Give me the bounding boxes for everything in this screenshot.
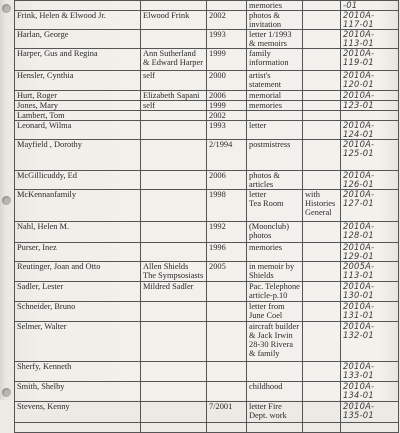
accession-cell-line: 2010A- [343, 120, 375, 130]
note-cell [303, 262, 341, 282]
description-cell-line: childhood [249, 382, 283, 391]
description-cell [247, 322, 303, 362]
accession-cell [341, 302, 399, 322]
name-cell-line: Hensler, Cynthia [17, 71, 74, 80]
description-cell-line: & family [249, 349, 280, 358]
description-cell [247, 49, 303, 71]
contributor-cell [141, 49, 207, 71]
table-row [15, 362, 399, 382]
date-cell [207, 402, 247, 423]
contributor-cell [141, 190, 207, 222]
accession-cell-line: 133-01 [343, 370, 374, 380]
accession-cell-line: 2010A- [343, 70, 375, 80]
accession-cell [341, 262, 399, 282]
accession-cell [341, 49, 399, 71]
contributor-cell [141, 262, 207, 282]
description-cell-line: memories [249, 101, 283, 110]
description-cell-line: letter Fire [249, 402, 282, 411]
date-cell [207, 1, 247, 11]
accession-cell [341, 322, 399, 362]
description-cell [247, 101, 303, 111]
accession-cell [341, 91, 399, 101]
table-row [15, 121, 399, 140]
name-cell [15, 30, 141, 49]
accession-cell [341, 11, 399, 30]
accession-cell-line: 2010A- [343, 281, 375, 291]
name-cell-line: Mayfield , Dorothy [17, 140, 82, 149]
description-cell [247, 11, 303, 30]
description-cell-line: postmistress [249, 140, 291, 149]
accession-cell [341, 282, 399, 302]
contributor-cell-line: self [143, 71, 156, 80]
description-cell [247, 382, 303, 402]
accession-cell [341, 1, 399, 11]
contributor-cell [141, 302, 207, 322]
description-cell [247, 91, 303, 101]
table-row [15, 91, 399, 101]
name-cell-line: Sadler, Lester [17, 282, 64, 291]
name-cell-line: Harlan, George [17, 30, 69, 39]
date-cell [207, 71, 247, 91]
date-cell-line: 1992 [209, 222, 226, 231]
accession-cell [341, 362, 399, 382]
name-cell-line: Smith, Shelby [17, 382, 65, 391]
note-cell-line: Histories [305, 199, 336, 208]
binder-hole [2, 4, 11, 13]
contributor-cell-line: Elwood Frink [143, 11, 190, 20]
name-cell-line: McGillicuddy, Ed [17, 171, 77, 180]
date-cell [207, 121, 247, 140]
note-cell-line: with [305, 190, 320, 199]
date-cell-line: 2002 [209, 11, 226, 20]
date-cell [207, 11, 247, 30]
accession-cell-line: 2010A- [343, 401, 375, 411]
name-cell [15, 402, 141, 423]
contributor-cell [141, 423, 207, 433]
date-cell [207, 362, 247, 382]
description-cell-line: statement [249, 80, 282, 89]
accession-cell-line: 132-01 [343, 330, 374, 340]
note-cell [303, 121, 341, 140]
description-cell [247, 111, 303, 121]
name-cell [15, 222, 141, 243]
name-cell [15, 1, 141, 11]
table-row [15, 302, 399, 322]
date-cell-line: 1996 [209, 243, 226, 252]
accession-cell [341, 111, 399, 121]
contributor-cell [141, 91, 207, 101]
description-cell [247, 402, 303, 423]
description-cell [247, 30, 303, 49]
contributor-cell [141, 171, 207, 190]
note-cell [303, 302, 341, 322]
table-row [15, 322, 399, 362]
contributor-cell-line: Ann Sutherland [143, 49, 196, 58]
description-cell-line: photos [249, 231, 272, 240]
contributor-cell [141, 11, 207, 30]
description-cell [247, 1, 303, 11]
table-row [15, 101, 399, 111]
description-cell-line: memories [249, 1, 283, 10]
name-cell [15, 121, 141, 140]
date-cell [207, 30, 247, 49]
accession-cell [341, 382, 399, 402]
accession-cell-line: 120-01 [343, 79, 374, 89]
donor-table [14, 0, 399, 433]
note-cell [303, 30, 341, 49]
accession-cell-line: 2010A- [343, 29, 375, 39]
contributor-cell [141, 121, 207, 140]
contributor-cell [141, 362, 207, 382]
accession-cell [341, 30, 399, 49]
accession-cell [341, 243, 399, 262]
accession-cell-line: 2010A- [343, 48, 375, 58]
name-cell-line: Hurt, Roger [17, 91, 58, 100]
contributor-cell [141, 402, 207, 423]
description-cell-line: aircraft builder [249, 322, 299, 331]
accession-cell-line: 134-01 [343, 390, 374, 400]
contributor-cell-line: self [143, 101, 156, 110]
description-cell-line: artist's [249, 71, 271, 80]
contributor-cell [141, 322, 207, 362]
table-row [15, 11, 399, 30]
name-cell [15, 11, 141, 30]
description-cell-line: letter 1/1993 [249, 30, 292, 39]
accession-cell-line: 2010A- [343, 301, 375, 311]
name-cell [15, 262, 141, 282]
description-cell-line: Dept. work [249, 411, 287, 420]
table-body [15, 1, 399, 433]
accession-cell-line: 2010A- [343, 90, 375, 100]
accession-cell-line: 2005A- [343, 261, 375, 271]
binder-hole [2, 196, 11, 205]
table-row [15, 282, 399, 302]
name-cell [15, 111, 141, 121]
description-cell-line: letter from [249, 302, 285, 311]
description-cell-line: letter [249, 190, 267, 199]
accession-cell-line: 131-01 [343, 310, 374, 320]
note-cell [303, 101, 341, 111]
note-cell [303, 423, 341, 433]
date-cell [207, 322, 247, 362]
date-cell-line: 1993 [209, 30, 226, 39]
name-cell-line: Lambert, Tom [17, 111, 65, 120]
description-cell [247, 262, 303, 282]
description-cell-line: in memoir by [249, 262, 295, 271]
table-row [15, 402, 399, 423]
accession-cell-line: 2010A- [343, 10, 375, 20]
table-row [15, 222, 399, 243]
description-cell [247, 362, 303, 382]
name-cell [15, 101, 141, 111]
name-cell [15, 423, 141, 433]
date-cell [207, 111, 247, 121]
name-cell-line: Purser, Inez [17, 243, 57, 252]
table-row [15, 140, 399, 171]
description-cell [247, 222, 303, 243]
description-cell-line: Shields [249, 271, 274, 280]
note-cell [303, 243, 341, 262]
name-cell [15, 140, 141, 171]
description-cell [247, 282, 303, 302]
description-cell [247, 71, 303, 91]
date-cell-line: 2002 [209, 111, 226, 120]
date-cell [207, 382, 247, 402]
table-row [15, 171, 399, 190]
note-cell [303, 362, 341, 382]
date-cell-line: 2000 [209, 71, 226, 80]
description-cell-line: & memoirs [249, 39, 287, 48]
description-cell-line: invitation [249, 20, 282, 29]
name-cell [15, 171, 141, 190]
name-cell-line: Nahl, Helen M. [17, 222, 70, 231]
description-cell-line: 28-30 Rivera [249, 340, 293, 349]
note-cell [303, 402, 341, 423]
table-row [15, 30, 399, 49]
contributor-cell [141, 222, 207, 243]
date-cell [207, 243, 247, 262]
description-cell-line: & Jack Irwin [249, 331, 293, 340]
date-cell-line: 1999 [209, 49, 226, 58]
name-cell [15, 190, 141, 222]
note-cell [303, 322, 341, 362]
contributor-cell-line: Elizabeth Sapani [143, 91, 200, 100]
accession-cell-line: 2010A- [343, 221, 375, 231]
note-cell [303, 111, 341, 121]
name-cell [15, 282, 141, 302]
date-cell [207, 423, 247, 433]
contributor-cell [141, 111, 207, 121]
table-row [15, 111, 399, 121]
date-cell [207, 190, 247, 222]
accession-cell-line: 2010A- [343, 321, 375, 331]
description-cell [247, 423, 303, 433]
contributor-cell [141, 30, 207, 49]
date-cell [207, 262, 247, 282]
accession-cell-line: 135-01 [343, 410, 374, 420]
table-row [15, 243, 399, 262]
name-cell [15, 382, 141, 402]
description-cell-line: Tea Room [249, 199, 284, 208]
accession-cell-line: 128-01 [343, 230, 374, 240]
name-cell-line: Leonard, Wilma [17, 121, 72, 130]
date-cell-line: 1998 [209, 190, 226, 199]
name-cell-line: Sherfy, Kenneth [17, 362, 72, 371]
accession-cell-line: 125-01 [343, 148, 374, 158]
contributor-cell-line: Allen Shields [143, 262, 189, 271]
name-cell [15, 91, 141, 101]
table-row [15, 262, 399, 282]
accession-cell-line: 2010A- [343, 189, 375, 199]
note-cell [303, 140, 341, 171]
date-cell [207, 101, 247, 111]
note-cell [303, 382, 341, 402]
binder-hole [2, 388, 11, 397]
table-row [15, 1, 399, 11]
date-cell-line: 2006 [209, 91, 226, 100]
accession-cell-line: 2010A- [343, 242, 375, 252]
contributor-cell [141, 1, 207, 11]
description-cell [247, 140, 303, 171]
accession-cell-line: -01 [343, 0, 358, 10]
contributor-cell-line: Mildred Sadler [143, 282, 194, 291]
description-cell-line: June Coel [249, 311, 283, 320]
table-row [15, 382, 399, 402]
accession-cell-line: 113-01 [343, 38, 374, 48]
description-cell [247, 190, 303, 222]
note-cell [303, 1, 341, 11]
table-row [15, 190, 399, 222]
name-cell-line: Selmer, Walter [17, 322, 67, 331]
accession-cell-line: 2010A- [343, 139, 375, 149]
accession-cell-line: 127-01 [343, 198, 374, 208]
accession-cell-line: 123-01 [343, 100, 374, 110]
contributor-cell [141, 243, 207, 262]
accession-cell [341, 140, 399, 171]
date-cell-line: 1993 [209, 121, 226, 130]
contributor-cell [141, 282, 207, 302]
accession-cell-line: 126-01 [343, 179, 374, 189]
accession-cell-line: 119-01 [343, 57, 374, 67]
description-cell-line: letter [249, 121, 267, 130]
table-row [15, 49, 399, 71]
accession-cell-line: 113-01 [343, 270, 374, 280]
name-cell-line: Jones, Mary [17, 101, 58, 110]
name-cell-line: Reutinger, Joan and Otto [17, 262, 101, 271]
description-cell-line: articles [249, 180, 274, 189]
date-cell-line: 2006 [209, 171, 226, 180]
note-cell [303, 11, 341, 30]
accession-cell [341, 121, 399, 140]
date-cell [207, 282, 247, 302]
note-cell [303, 171, 341, 190]
date-cell [207, 140, 247, 171]
name-cell-line: Harper, Gus and Regina [17, 49, 98, 58]
name-cell [15, 243, 141, 262]
accession-cell [341, 402, 399, 423]
description-cell [247, 121, 303, 140]
contributor-cell [141, 140, 207, 171]
accession-cell [341, 101, 399, 111]
accession-cell-line: 2010A- [343, 381, 375, 391]
description-cell-line: Pac. Telephone [249, 282, 300, 291]
accession-cell [341, 190, 399, 222]
accession-cell [341, 423, 399, 433]
description-cell-line: photos & [249, 171, 280, 180]
date-cell [207, 171, 247, 190]
name-cell [15, 302, 141, 322]
description-cell [247, 302, 303, 322]
date-cell [207, 302, 247, 322]
name-cell [15, 362, 141, 382]
description-cell-line: memorial [249, 91, 282, 100]
date-cell [207, 49, 247, 71]
date-cell-line: 2005 [209, 262, 226, 271]
table-row [15, 71, 399, 91]
name-cell [15, 71, 141, 91]
date-cell-line: 2/1994 [209, 140, 233, 149]
name-cell [15, 322, 141, 362]
accession-cell-line: 2010A- [343, 170, 375, 180]
note-cell [303, 222, 341, 243]
description-cell [247, 171, 303, 190]
description-cell-line: (Moonclub) [249, 222, 290, 231]
contributor-cell [141, 101, 207, 111]
date-cell-line: 1999 [209, 101, 226, 110]
name-cell-line: McKennanfamily [17, 190, 77, 199]
contributor-cell-line: & Edward Harper [143, 58, 203, 67]
name-cell-line: Frink, Helen & Elwood Jr. [17, 11, 106, 20]
accession-cell-line: 117-01 [343, 19, 374, 29]
name-cell [15, 49, 141, 71]
note-cell [303, 71, 341, 91]
contributor-cell-line: The Sympsosiasts [143, 271, 204, 280]
description-cell-line: memories [249, 243, 283, 252]
note-cell [303, 91, 341, 101]
date-cell [207, 91, 247, 101]
table-row [15, 423, 399, 433]
description-cell-line: information [249, 58, 289, 67]
accession-cell-line: 129-01 [343, 251, 374, 261]
description-cell-line: family [249, 49, 271, 58]
accession-cell-line: 124-01 [343, 129, 374, 139]
date-cell [207, 222, 247, 243]
date-cell-line: 7/2001 [209, 402, 233, 411]
description-cell-line: article-p.10 [249, 291, 288, 300]
note-cell [303, 282, 341, 302]
note-cell [303, 190, 341, 222]
note-cell-line: General [305, 208, 332, 217]
accession-cell-line: 2010A- [343, 361, 375, 371]
accession-cell [341, 71, 399, 91]
accession-cell [341, 222, 399, 243]
name-cell-line: Schneider, Bruno [17, 302, 76, 311]
accession-cell-line: 130-01 [343, 290, 374, 300]
contributor-cell [141, 382, 207, 402]
description-cell-line: photos & [249, 11, 280, 20]
contributor-cell [141, 71, 207, 91]
accession-cell [341, 171, 399, 190]
note-cell [303, 49, 341, 71]
description-cell [247, 243, 303, 262]
name-cell-line: Stevens, Kenny [17, 402, 70, 411]
